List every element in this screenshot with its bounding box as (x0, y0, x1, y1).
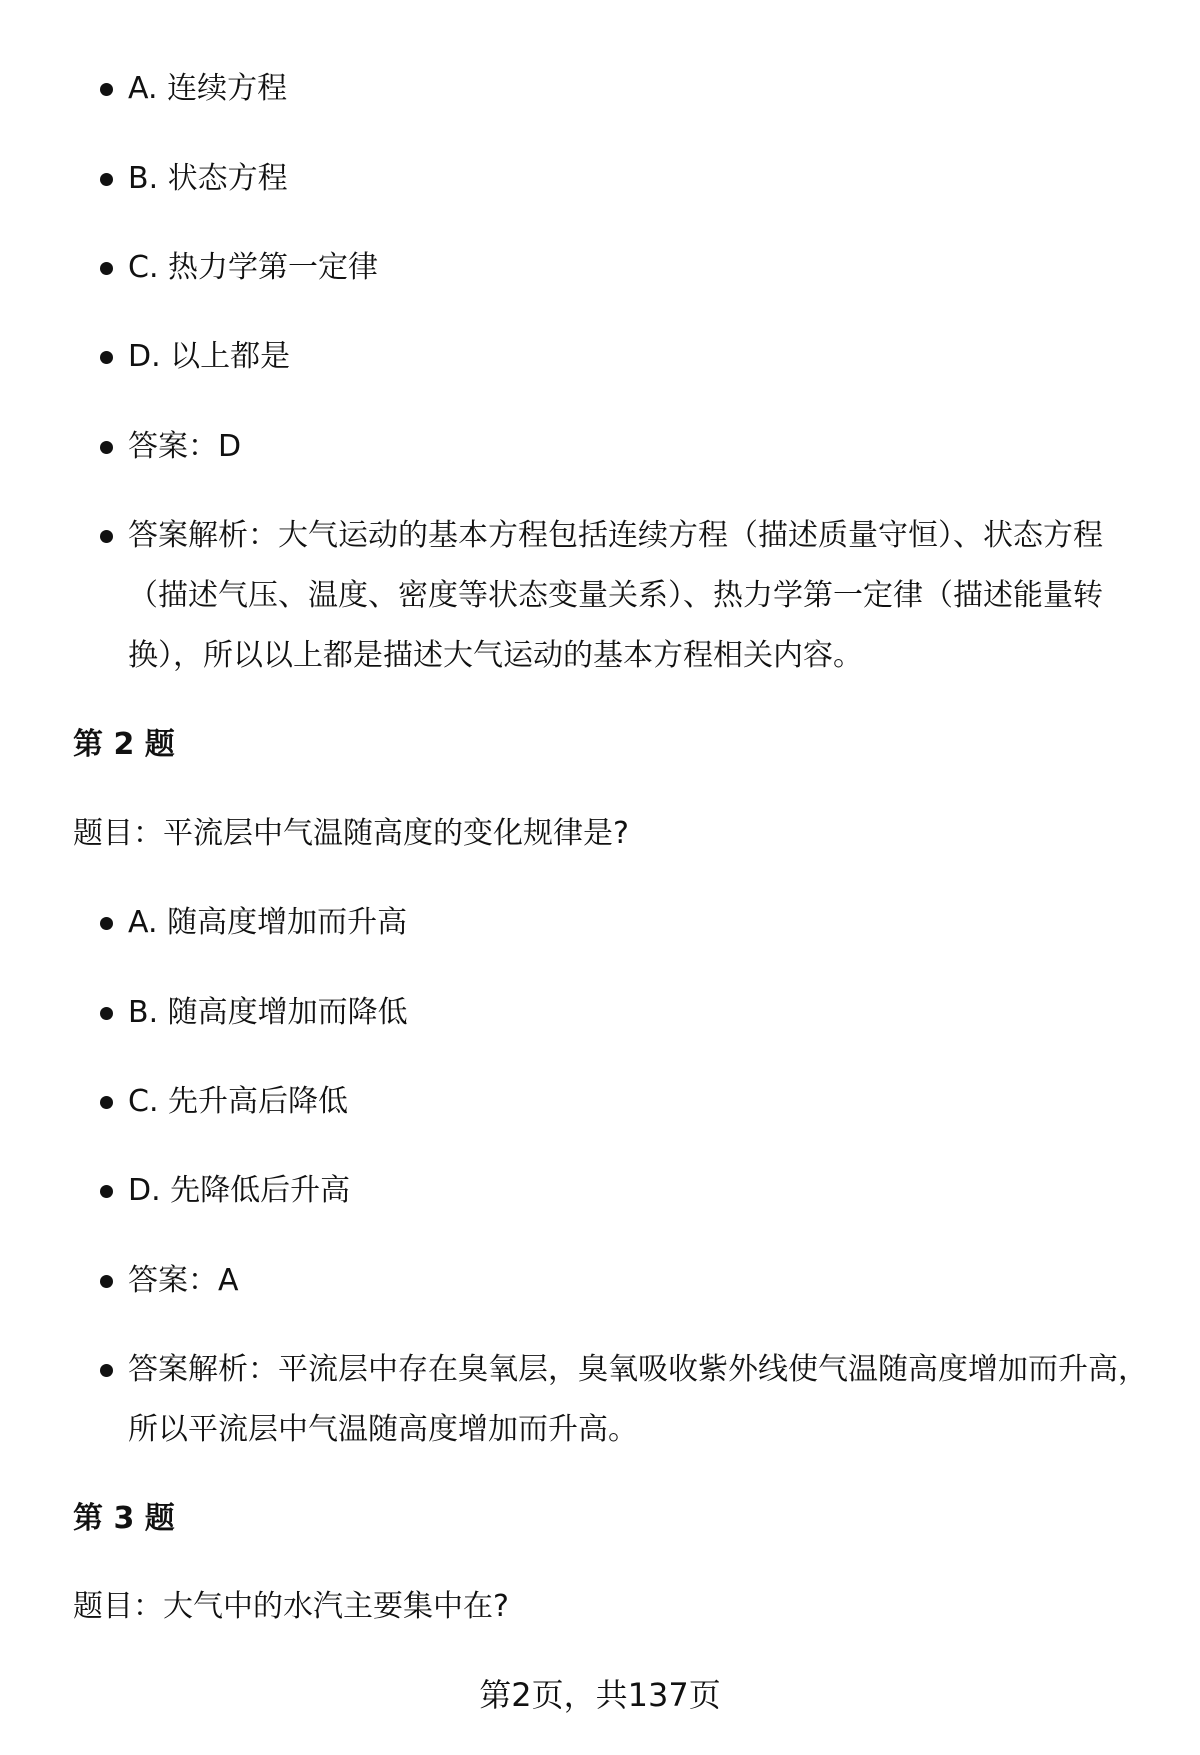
explanation-line: 答案解析：大气运动的基本方程包括连续方程（描述质量守恒）、状态方程 (128, 518, 1103, 553)
bullet (100, 441, 113, 454)
bullet (100, 1096, 113, 1109)
bullet (100, 1185, 113, 1198)
bullet (100, 1364, 113, 1377)
answer: 答案：D (128, 429, 242, 464)
option-a: A. 随高度增加而升高 (128, 905, 408, 940)
explanation-line: 所以平流层中气温随高度增加而升高。 (128, 1412, 638, 1447)
explanation-line: 换），所以以上都是描述大气运动的基本方程相关内容。 (128, 638, 863, 673)
bullet (100, 351, 113, 364)
question-heading: 第 3 题 (73, 1501, 175, 1536)
question-stem: 题目：平流层中气温随高度的变化规律是? (73, 816, 629, 851)
question-stem: 题目：大气中的水汽主要集中在? (73, 1589, 509, 1624)
option-a: A. 连续方程 (128, 71, 288, 106)
bullet (100, 262, 113, 275)
option-b: B. 状态方程 (128, 161, 288, 196)
bullet (100, 917, 113, 930)
bullet (100, 1007, 113, 1020)
explanation-line: （描述气压、温度、密度等状态变量关系）、热力学第一定律（描述能量转 (128, 578, 1103, 613)
explanation-line: 答案解析：平流层中存在臭氧层，臭氧吸收紫外线使气温随高度增加而升高， (128, 1352, 1148, 1387)
bullet (100, 1275, 113, 1288)
bullet (100, 83, 113, 96)
page-number: 第2页，共137页 (479, 1676, 721, 1714)
option-b: B. 随高度增加而降低 (128, 995, 408, 1030)
bullet (100, 530, 113, 543)
bullet (100, 173, 113, 186)
answer: 答案：A (128, 1263, 239, 1298)
option-d: D. 以上都是 (128, 339, 291, 374)
option-c: C. 热力学第一定律 (128, 250, 379, 285)
option-c: C. 先升高后降低 (128, 1084, 349, 1119)
option-d: D. 先降低后升高 (128, 1173, 351, 1208)
question-heading: 第 2 题 (73, 727, 175, 762)
